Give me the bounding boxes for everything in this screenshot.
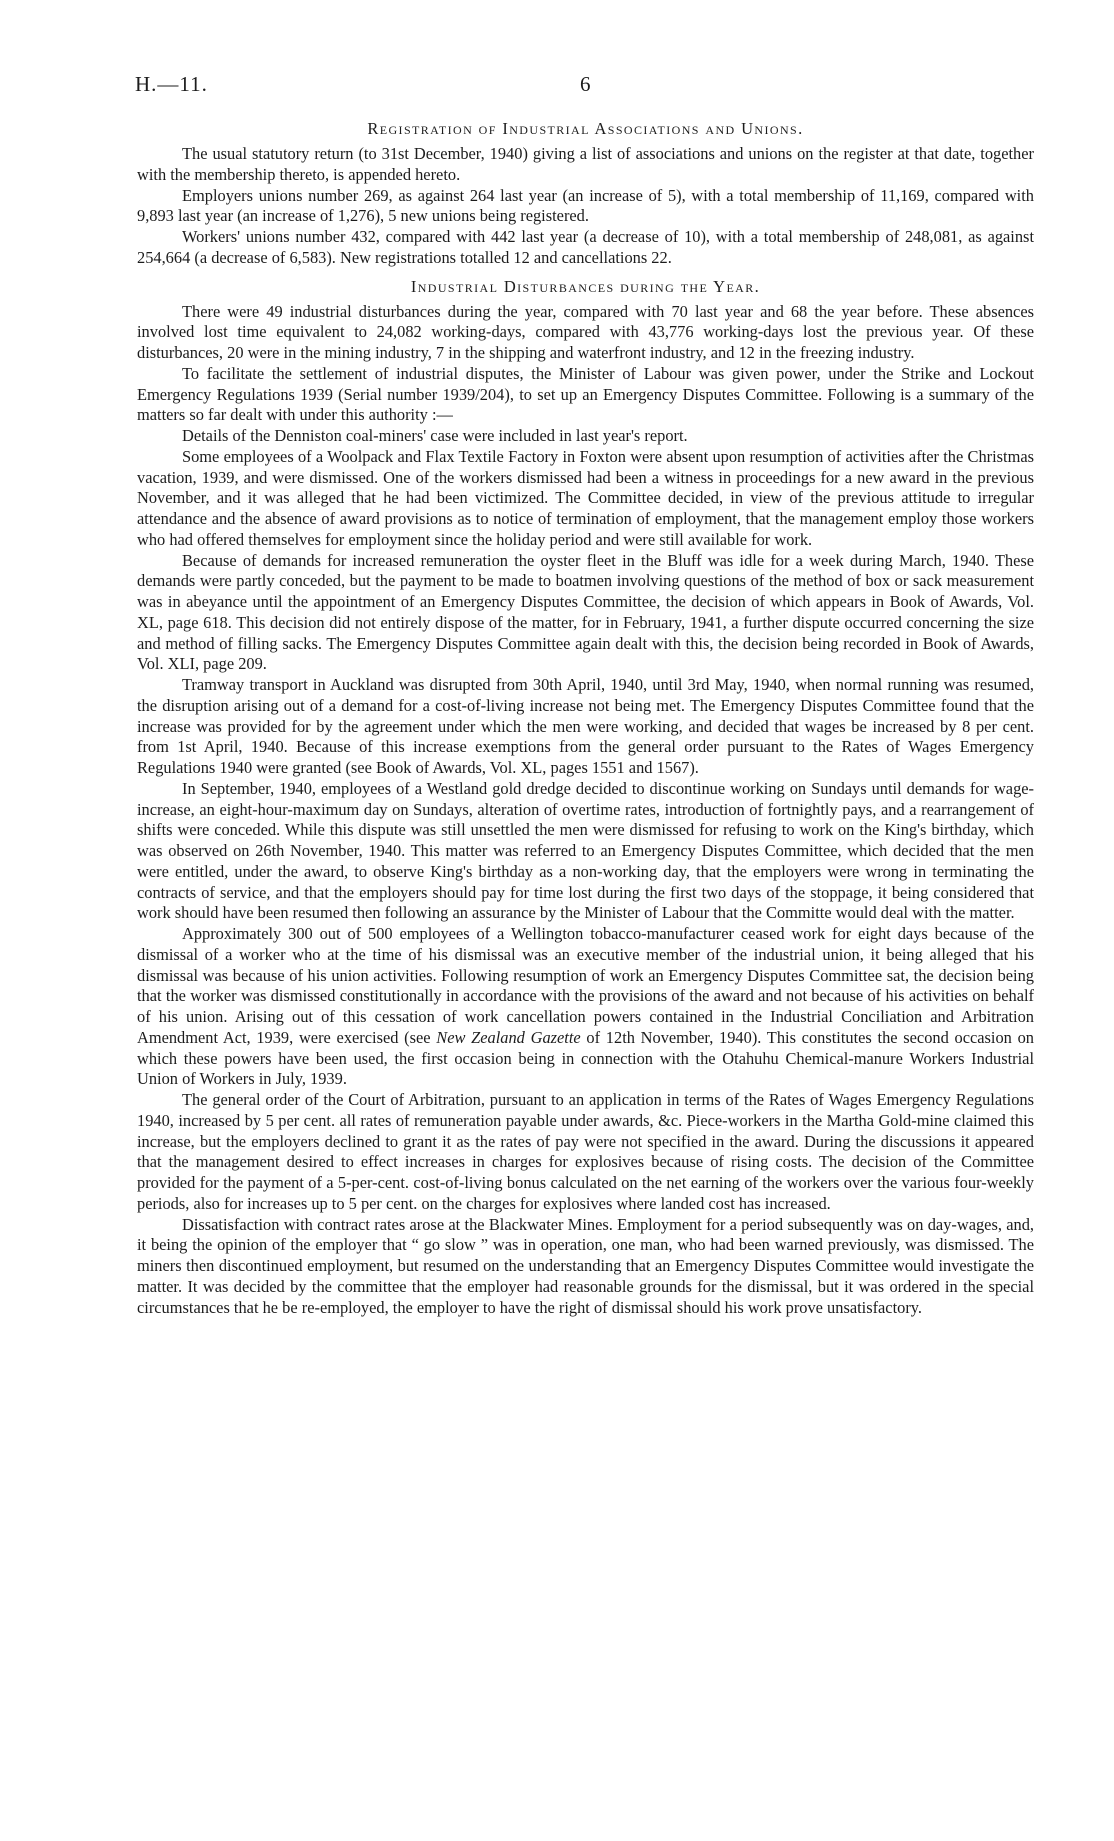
paragraph: The usual statutory return (to 31st December, 1940) giving a list of associations and unions on the register at that date, together with the membership thereto, is appended hereto.: [137, 144, 1034, 184]
page-number: 6: [580, 72, 591, 96]
paragraph: In September, 1940, employees of a Westland gold dredge decided to discontinue working on Sundays until demands for wage-increase, an eight-hour-maximum day on Sundays, alteration of overtime rates, introduction of fortnightly pays, and a rearrangement of shifts were conceded. While this dispute was still unsettled the men were dismissed for refusing to work on the King's birthday, which was observed on 26th November, 1940. This matter was referred to an Emergency Disputes Committee, which decided that the men were entitled, under the award, to observe King's birthday as a non-working day, that the employers were wrong in terminating the contracts of service, and that the employers should pay for time lost during the first two days of the stoppage, it being considered that work should have been resumed then following an assurance by the Minister of Labour that the Committe would deal with the matter.: [137, 778, 1034, 923]
paragraph: Employers unions number 269, as against 264 last year (an increase of 5), with a total membership of 11,169, compared with 9,893 last year (an increase of 1,276), 5 new unions being registered.: [137, 185, 1034, 226]
paragraph: Details of the Denniston coal-miners' case were included in last year's report.: [182, 426, 688, 445]
section-heading-registration: Registration of Industrial Associations and Unions.: [367, 119, 804, 138]
paragraph: Some employees of a Woolpack and Flax Textile Factory in Foxton were absent upon resumption of activities after the Christmas vacation, 1939, and were dismissed. One of the workers dismissed had been a witness in proceedings for a new award in the previous November, and it was alleged that he had been victimized. The Committee decided, in view of the previous attitude to irregular attendance and the absence of award provisions as to notice of termination of employment, that the management employ those workers who had offered themselves for employment since the holiday period and were still available for work.: [137, 446, 1034, 549]
document-code: H.—11.: [135, 72, 208, 96]
paragraph: There were 49 industrial disturbances during the year, compared with 70 last year and 68 the year before. These absences involved lost time equivalent to 24,082 working-days, compared with 43,776 working-days lost the previous year. Of these disturbances, 20 were in the mining industry, 7 in the shipping and waterfront industry, and 12 in the freezing industry.: [137, 301, 1034, 362]
paragraph: Because of demands for increased remuneration the oyster fleet in the Bluff was idle for a week during March, 1940. These demands were partly conceded, but the payment to be made to boatmen involving questions of the method of box or sack measurement was in abeyance until the appointment of an Emergency Disputes Committee, the decision of which appears in Book of Awards, Vol. XL, page 618. This decision did not entirely dispose of the matter, for in February, 1941, a further dispute occurred concerning the size and method of filling sacks. The Emergency Disputes Committee again dealt with this, the decision being recorded in Book of Awards, Vol. XLI, page 209.: [137, 550, 1034, 674]
paragraph-text: of 12th November, 1940). This constitutes the second occasion on which these powers have been used, the first occasion being in connection with the Otahuhu Chemical-manure Workers Industrial Union of Workers in July, 1939.: [137, 1027, 1034, 1089]
paragraph: Dissatisfaction with contract rates arose at the Blackwater Mines. Employment for a period subsequently was on day-wages, and, it being the opinion of the employer that “ go slow ” was in operation, one man, who had been warned previously, was dismissed. The miners then discontinued employment, but resumed on the understanding that an Emergency Disputes Committee would investigate the matter. It was decided by the committee that the employer had reasonable grounds for the dismissal, but it was ordered in the special circumstances that he be re-employed, the employer to have the right of dismissal should his work prove unsatisfactory.: [137, 1214, 1034, 1317]
paragraph: Workers' unions number 432, compared with 442 last year (a decrease of 10), with a total membership of 248,081, as against 254,664 (a decrease of 6,583). New registrations totalled 12 and cancellations 22.: [137, 227, 1034, 267]
paragraph: To facilitate the settlement of industrial disputes, the Minister of Labour was given power, under the Strike and Lockout Emergency Regulations 1939 (Serial number 1939/204), to set up an Emergency Disputes Committee. Following is a summary of the matters so far dealt with under this authority :—: [137, 363, 1034, 425]
section-heading-disturbances: Industrial Disturbances during the Year.: [410, 276, 761, 296]
gazette-title: New Zealand Gazette: [436, 1027, 581, 1047]
document-body: [137, 118, 1034, 1318]
page-header: [135, 72, 1035, 102]
paragraph-text: Approximately 300 out of 500 employees of a Wellington tobacco-manufacturer ceased work for eight days because of the dismissal of a worker who at the time of his dismissal was an executive member of the industrial union, it being alleged that his dismissal was because of his union activities. Following resumption of work an Emergency Disputes Committee sat, the decision being that the worker was dismissed constitutionally in accordance with the provisions of the award and not because of his activities on behalf of his union. Arising out of this cessation of work cancellation powers contained in the Industrial Conciliation and Arbitration Amendment Act, 1939, were exercised (see: [137, 924, 1034, 1047]
paragraph: The general order of the Court of Arbitration, pursuant to an application in terms of the Rates of Wages Emergency Regulations 1940, increased by 5 per cent. all rates of remuneration payable under awards, &c. Piece-workers in the Martha Gold-mine claimed this increase, but the employers declined to grant it as the rates of pay were not specified in the award. During the discussions it appeared that the management desired to effect increases in charges for explosives because of rising costs. The decision of the Committee provided for the payment of a 5-per-cent. cost-of-living bonus calculated on the net earning of the workers over the various four-weekly periods, also for increases up to 5 per cent. on the charges for explosives where landed cost has increased.: [137, 1090, 1034, 1213]
paragraph-wellington: [137, 924, 1034, 1090]
paragraph: Tramway transport in Auckland was disrupted from 30th April, 1940, until 3rd May, 1940, when normal running was resumed, the disruption arising out of a demand for a cost-of-living increase not being met. The Emergency Disputes Committee found that the increase was provided for by the agreement under which the men were working, and decided that wages be increased by 8 per cent. from 1st April, 1940. Because of this increase exemptions from the general order pursuant to the Rates of Wages Emergency Regulations 1940 were granted (see Book of Awards, Vol. XL, pages 1551 and 1567).: [137, 675, 1034, 777]
